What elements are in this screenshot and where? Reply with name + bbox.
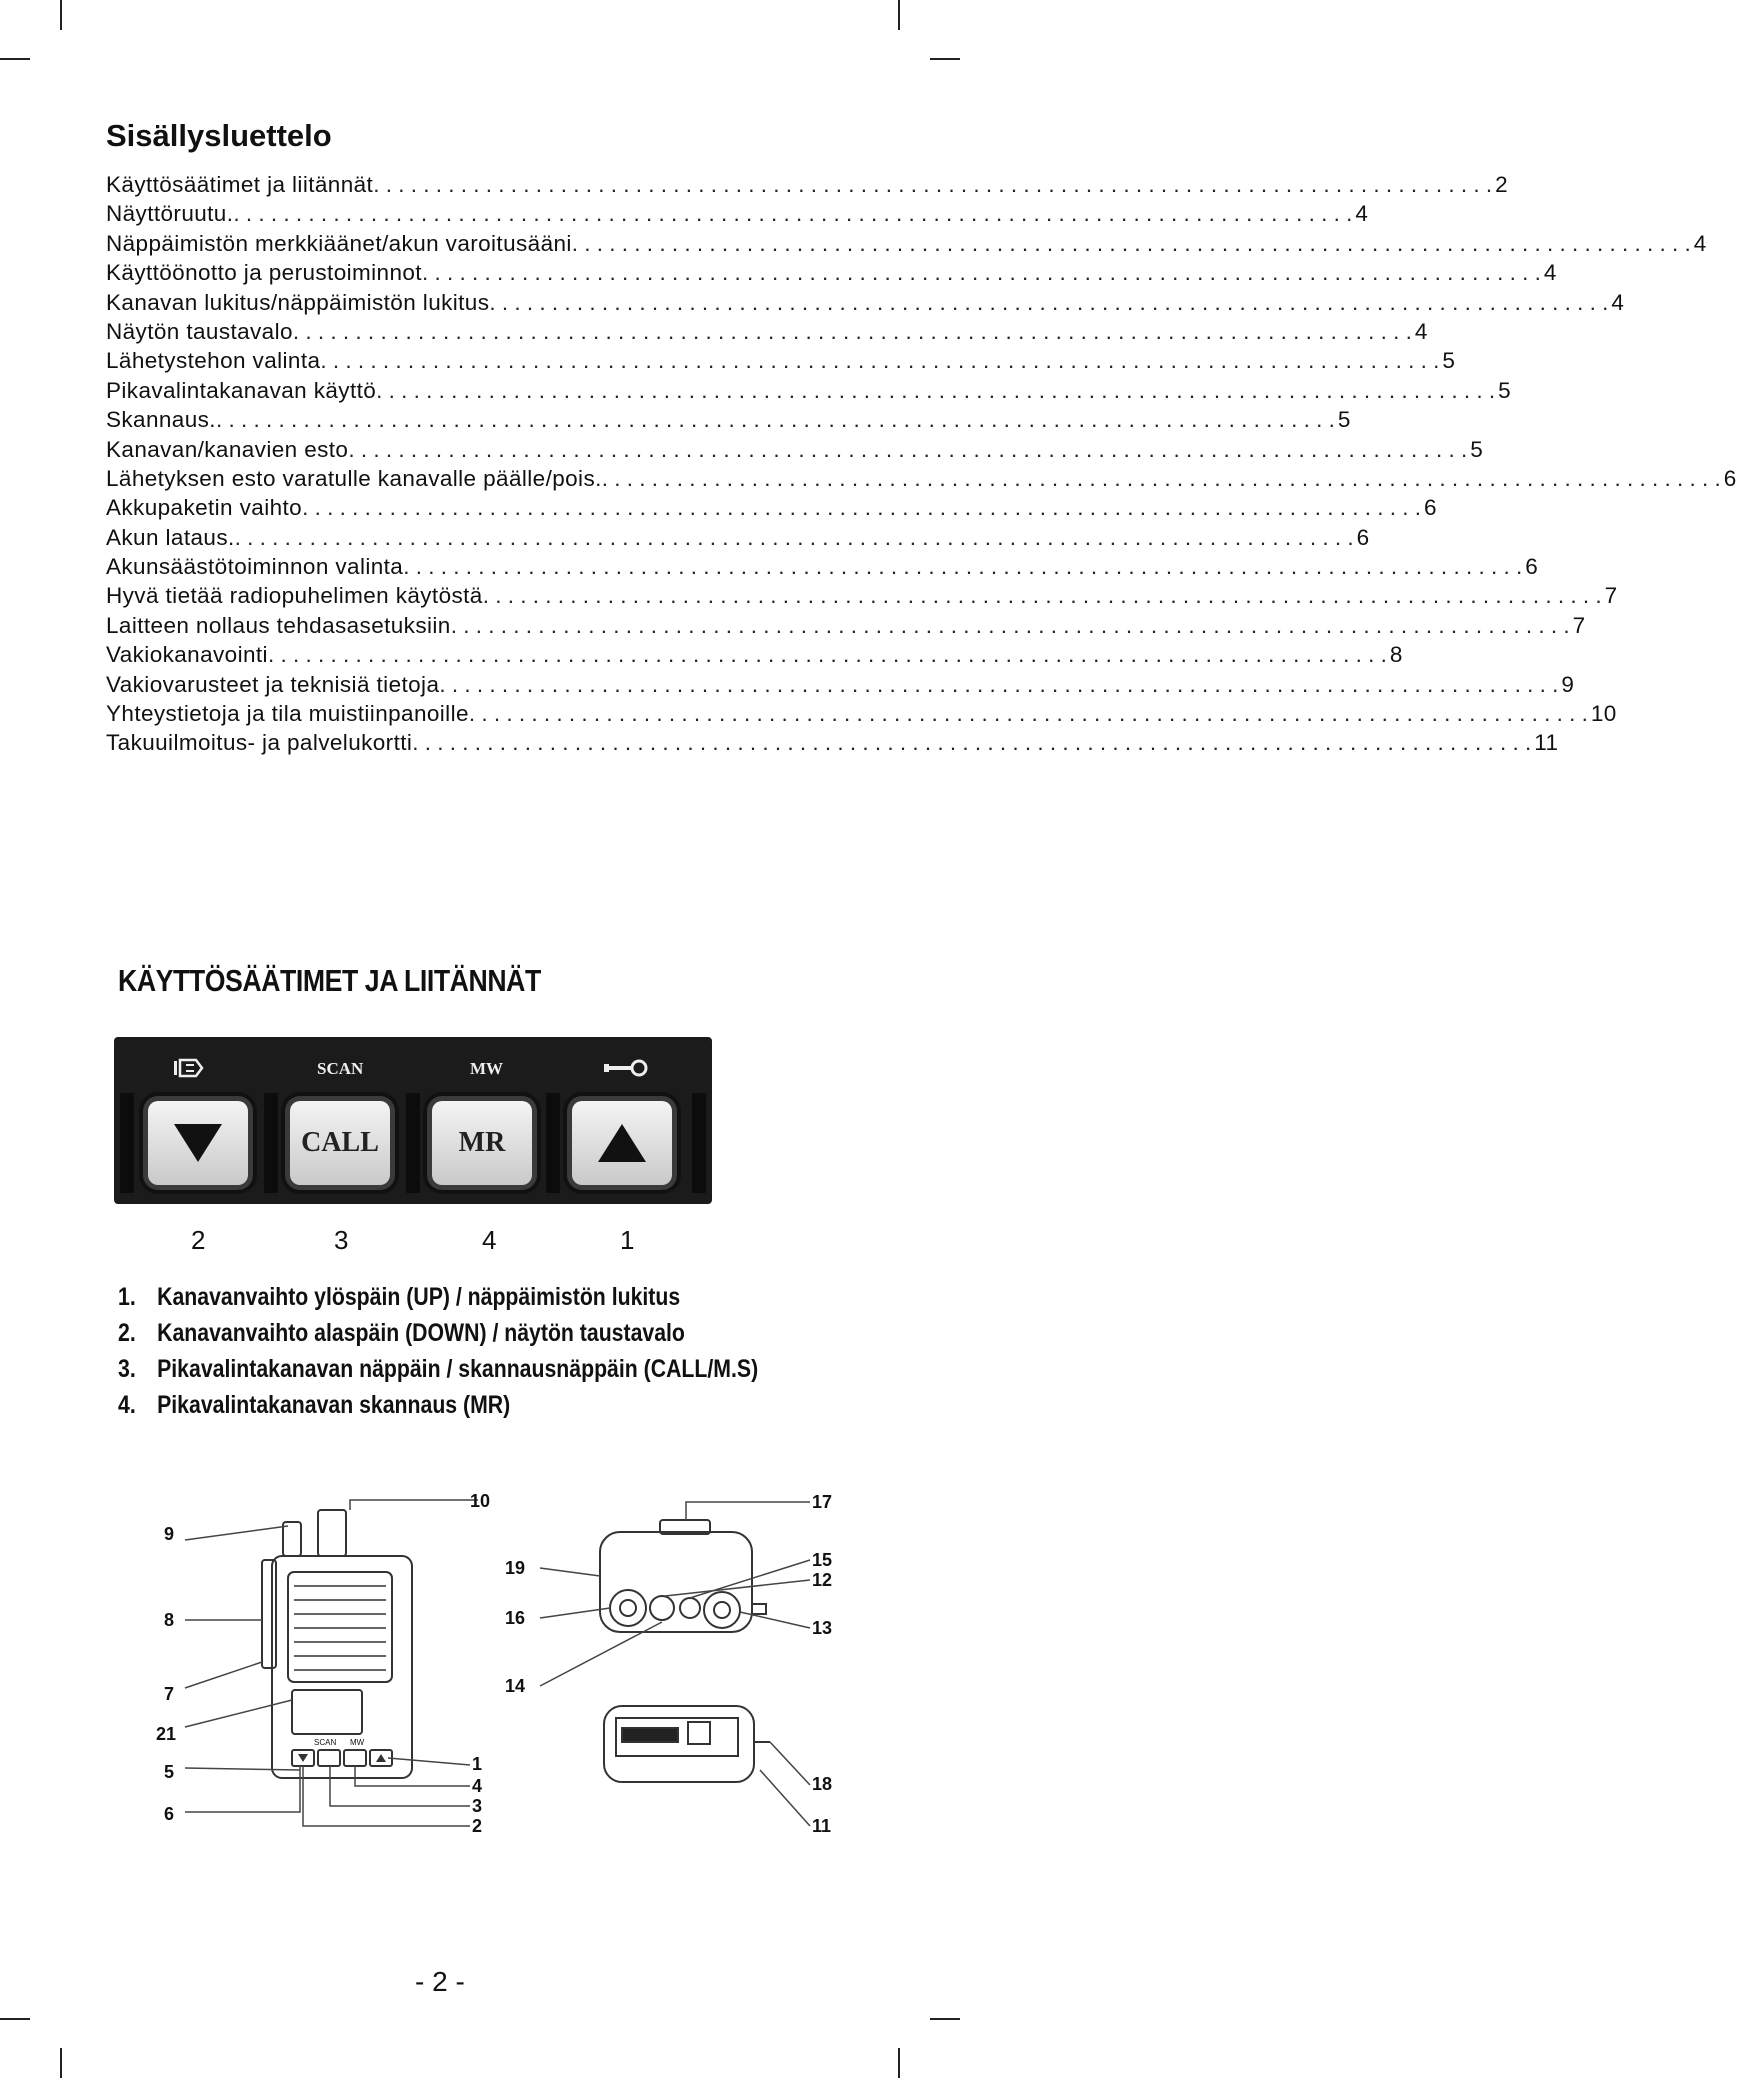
toc-entry-title: Akun lataus.: [106, 524, 235, 550]
toc-entry-title: Kanavan/kanavien esto: [106, 436, 349, 462]
toc-entry-title: Akunsäästötoiminnon valinta: [106, 554, 404, 580]
crop-mark: [898, 2048, 900, 2078]
toc-entry-title: Yhteystietoja ja tila muistiinpanoille: [106, 701, 469, 727]
legend-item: [118, 1283, 758, 1319]
callout-6: 6: [164, 1804, 175, 1824]
toc-entry-title: Lähetyksen esto varatulle kanavalle päälle/pois.: [106, 465, 602, 491]
toc-entry-title: Skannaus.: [106, 407, 216, 433]
legend-number: 2.: [118, 1319, 136, 1347]
callout-11: 11: [812, 1816, 832, 1836]
toc-leader-dots: [268, 642, 1387, 668]
toc-entry-page: 4: [1543, 260, 1557, 286]
keypad-seam: [406, 1093, 420, 1193]
call-key-label: CALL: [301, 1127, 379, 1158]
toc-leader-dots: [483, 583, 1602, 609]
up-key: [572, 1101, 672, 1185]
toc-leader-dots: [320, 348, 1439, 374]
key-icon: [602, 1057, 650, 1079]
callout-4: 4: [472, 1776, 483, 1796]
toc-entry: [106, 495, 1437, 524]
keypad-number: 1: [620, 1225, 635, 1255]
callout-16: 16: [505, 1608, 526, 1628]
callout-13: 13: [812, 1618, 833, 1638]
section-title: KÄYTTÖSÄÄTIMET JA LIITÄNNÄT: [118, 963, 541, 998]
toc-entry-title: Vakiovarusteet ja teknisiä tietoja: [106, 671, 440, 697]
toc-entry-page: 2: [1495, 172, 1509, 197]
toc-entry: [106, 524, 1370, 554]
toc-entry: [106, 289, 1625, 319]
toc-entry: [106, 377, 1512, 407]
toc-leader-dots: [216, 407, 1335, 433]
toc-entry-title: Näyttöruutu.: [106, 201, 234, 227]
toc-leader-dots: [572, 231, 1691, 257]
toc-leader-dots: [451, 613, 1570, 639]
callout-15: 15: [812, 1550, 833, 1570]
toc-entry-title: Takuuilmoitus- ja palvelukortti: [106, 730, 413, 756]
keypad-number: 2: [191, 1225, 206, 1255]
toc-entry: [106, 230, 1707, 260]
legend-text: Kanavanvaihto ylöspäin (UP) / näppäimistön lukitus: [157, 1283, 681, 1311]
legend-number: 3.: [118, 1355, 136, 1383]
toc-leader-dots: [373, 172, 1492, 198]
toc-entry-page: 5: [1442, 348, 1456, 374]
callout-5: 5: [164, 1762, 175, 1782]
button-legend: [118, 1283, 871, 1427]
toc-entry: [106, 642, 1403, 671]
callout-7: 7: [164, 1684, 175, 1704]
radio-bottom-view: [604, 1706, 770, 1782]
up-arrow-icon: [598, 1124, 646, 1162]
radio-diagram: [150, 1480, 850, 1836]
toc-entry: [106, 701, 1617, 730]
call-key: [290, 1101, 390, 1185]
toc-entry: [106, 554, 1539, 583]
crop-mark: [60, 2048, 62, 2078]
crop-mark: [0, 2018, 30, 2020]
toc-entry-page: 5: [1498, 377, 1512, 403]
callout-10: 10: [470, 1491, 491, 1511]
table-of-contents: [106, 172, 1737, 760]
callout-14: 14: [505, 1676, 526, 1696]
toc-entry: [106, 201, 1369, 230]
toc-leader-dots: [293, 319, 1412, 345]
legend-text: Kanavanvaihto alaspäin (DOWN) / näytön taustavalo: [157, 1319, 685, 1347]
legend-text: Pikavalintakanavan näppäin / skannausnäppäin (CALL/M.S): [157, 1355, 759, 1383]
callout-17: 17: [812, 1492, 833, 1512]
toc-leader-dots: [403, 554, 1522, 580]
keypad-seam: [120, 1093, 134, 1193]
mr-key: [432, 1101, 532, 1185]
toc-entry-page: 5: [1470, 436, 1484, 462]
mini-mw-label: MW: [350, 1738, 365, 1747]
toc-entry-title: Käyttöönotto ja perustoiminnot: [106, 260, 422, 286]
crop-mark: [0, 58, 30, 60]
keypad-seam: [692, 1093, 706, 1193]
toc-entry: [106, 348, 1456, 377]
toc-entry-page: 5: [1337, 407, 1351, 433]
toc-entry: [106, 612, 1586, 642]
toc-entry-title: Pikavalintakanavan käyttö: [106, 377, 377, 403]
callout-1: 1: [472, 1754, 483, 1774]
toc-entry-page: 10: [1590, 701, 1617, 727]
legend-text: Pikavalintakanavan skannaus (MR): [157, 1391, 511, 1419]
toc-entry-page: 4: [1611, 289, 1625, 315]
mr-key-label: MR: [458, 1127, 506, 1158]
toc-entry-title: Laitteen nollaus tehdasasetuksiin: [106, 612, 451, 638]
callout-9: 9: [164, 1524, 175, 1544]
toc-entry-title: Näppäimistön merkkiäänet/akun varoitusääni: [106, 230, 572, 256]
toc-leader-dots: [235, 525, 1354, 551]
legend-item: [118, 1355, 758, 1391]
toc-leader-dots: [469, 701, 1588, 727]
callout-3: 3: [472, 1796, 483, 1816]
crop-mark: [930, 2018, 960, 2020]
callout-12: 12: [812, 1570, 833, 1590]
callout-8: 8: [164, 1610, 175, 1630]
toc-leader-dots: [376, 378, 1495, 404]
legend-item: [118, 1319, 758, 1355]
keypad-number: 4: [482, 1225, 497, 1255]
toc-entry-page: 7: [1604, 583, 1618, 609]
legend-number: 4.: [118, 1391, 136, 1419]
toc-entry-title: Hyvä tietää radiopuhelimen käytöstä: [106, 583, 483, 609]
callout-19: 19: [505, 1558, 526, 1578]
toc-entry: [106, 407, 1351, 436]
toc-entry-page: 6: [1525, 554, 1539, 580]
toc-entry-page: 11: [1534, 730, 1559, 756]
mini-scan-label: SCAN: [314, 1738, 337, 1747]
crop-mark: [898, 0, 900, 30]
toc-entry-page: 4: [1693, 230, 1707, 256]
legend-item: [118, 1391, 758, 1427]
toc-entry: [106, 730, 1559, 759]
down-arrow-icon: [174, 1124, 222, 1162]
callout-21: 21: [156, 1724, 177, 1744]
toc-entry-title: Näytön taustavalo: [106, 318, 293, 344]
mw-label: MW: [470, 1059, 504, 1078]
toc-leader-dots: [489, 290, 1608, 316]
toc-entry-page: 7: [1572, 612, 1586, 638]
keypad-seam: [546, 1093, 560, 1193]
toc-entry-title: Akkupaketin vaihto: [106, 495, 303, 521]
toc-entry-page: 6: [1424, 495, 1437, 521]
toc-entry-page: 9: [1561, 671, 1575, 697]
keypad-number: 3: [334, 1225, 349, 1255]
callout-18: 18: [812, 1774, 833, 1794]
toc-entry-title: Lähetystehon valinta: [106, 348, 321, 374]
toc-entry-page: 6: [1723, 465, 1737, 491]
toc-entry-page: 8: [1389, 642, 1403, 668]
toc-entry-title: Kanavan lukitus/näppäimistön lukitus: [106, 289, 490, 315]
crop-mark: [60, 0, 62, 30]
crop-mark: [930, 58, 960, 60]
toc-leader-dots: [233, 201, 1352, 227]
toc-entry: [106, 671, 1575, 701]
toc-title: Sisällysluettelo: [106, 118, 332, 153]
toc-leader-dots: [302, 495, 1421, 521]
toc-entry: [106, 465, 1737, 495]
toc-entry-page: 4: [1414, 318, 1428, 344]
toc-entry: [106, 318, 1428, 348]
light-icon: [172, 1057, 212, 1079]
toc-entry-page: 6: [1356, 524, 1370, 550]
callout-2: 2: [472, 1816, 483, 1836]
scan-label: SCAN: [317, 1059, 364, 1078]
toc-entry: [106, 583, 1618, 612]
toc-entry-page: 4: [1355, 201, 1369, 227]
toc-entry: [106, 172, 1509, 201]
page-number: - 2 -: [415, 1966, 465, 1997]
down-key: [148, 1101, 248, 1185]
toc-leader-dots: [348, 437, 1467, 463]
toc-leader-dots: [602, 466, 1721, 492]
toc-leader-dots: [412, 730, 1531, 756]
radio-top-view: [600, 1520, 766, 1632]
keypad-photo: [114, 1037, 712, 1204]
toc-entry: [106, 260, 1557, 289]
toc-entry-title: Vakiokanavointi: [106, 642, 268, 668]
toc-leader-dots: [422, 260, 1541, 286]
toc-leader-dots: [439, 672, 1558, 698]
keypad-seam: [264, 1093, 278, 1193]
radio-front-drawing: [262, 1510, 412, 1778]
toc-entry: [106, 436, 1484, 466]
toc-entry-title: Käyttösäätimet ja liitännät: [106, 172, 374, 197]
legend-number: 1.: [118, 1283, 136, 1311]
